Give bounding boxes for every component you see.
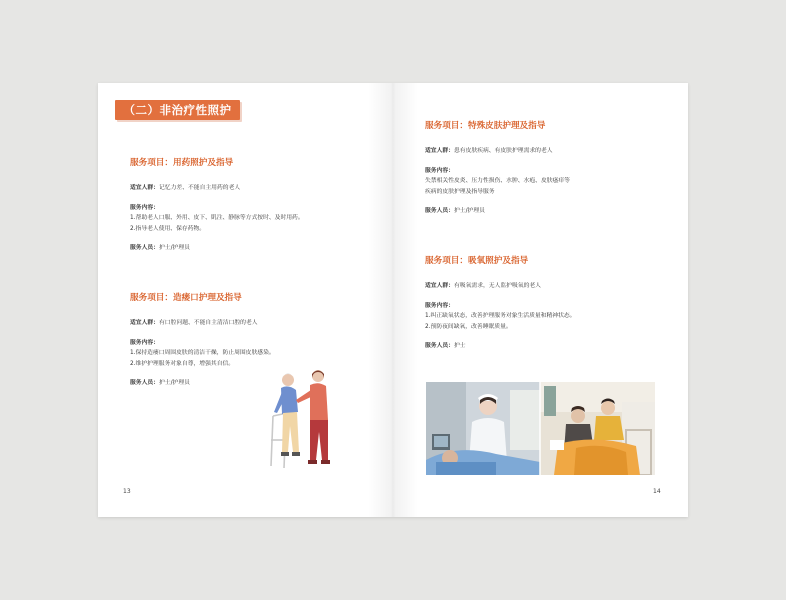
left-page [98, 83, 393, 517]
content-line: 1.帮助老人口服、外用、皮下、肌注、静脉等方式按时、及时用药。 [130, 215, 304, 221]
service-item-oxygen [425, 255, 575, 352]
content-line: 1.纠正缺氧状态，改善护理服务对象生活质量和精神状态。 [425, 313, 576, 319]
content-label: 服务内容： [130, 204, 159, 211]
service-item-stoma [130, 292, 275, 389]
caregiver-illustration-icon [268, 368, 348, 478]
crowd-line: 适宜人群：有口腔问题、不能自主清洁口腔的老人 [130, 320, 258, 326]
content-label: 服务内容： [130, 339, 159, 346]
content-line: 2.预防夜间缺氧，改善睡眠质量。 [425, 323, 512, 330]
content-line: 失禁相关性皮炎、压力性损伤、水肿、水疱、皮肤瘙痒等 [425, 178, 570, 184]
staff-line: 服务人员：护士/护理员 [425, 208, 485, 214]
service-title: 服务项目：特殊皮肤护理及指导 [425, 121, 546, 131]
content-line: 1.保持造瘘口周围皮肤的清洁干燥，防止周围皮肤感染。 [130, 350, 275, 356]
crowd-line: 适宜人群：记忆力差、不能自主用药的老人 [130, 185, 241, 191]
staff-line: 服务人员：护士 [425, 343, 466, 349]
crowd-line: 适宜人群：有吸氧需求，无人监护吸氧的老人 [425, 283, 541, 289]
content-line: 疾病的皮肤护理及指导服务 [425, 188, 495, 195]
staff-line: 服务人员：护士/护理员 [130, 245, 190, 251]
service-item-skin [425, 120, 570, 217]
content-line: 2.维护护理服务对象自尊，增强其自信。 [130, 360, 235, 367]
content-label: 服务内容： [425, 302, 454, 309]
service-title: 服务项目：吸氧照护及指导 [425, 256, 529, 266]
booklet-spread [98, 83, 688, 517]
crowd-line: 适宜人群：患有皮肤疾病、有皮肤护理需求的老人 [425, 148, 553, 154]
nursing-photo-icon [426, 382, 655, 475]
service-title: 服务项目：用药照护及指导 [130, 158, 234, 168]
content-label: 服务内容： [425, 167, 454, 174]
service-item-medication [130, 157, 304, 254]
content-line: 2.指导老人使用、保存药物。 [130, 225, 206, 232]
page-number: 14 [653, 488, 661, 495]
page-number: 13 [123, 488, 131, 495]
service-title: 服务项目：造瘘口护理及指导 [130, 293, 242, 303]
section-banner: （二）非治疗性照护 [115, 100, 240, 120]
staff-line: 服务人员：护士/护理员 [130, 380, 190, 386]
